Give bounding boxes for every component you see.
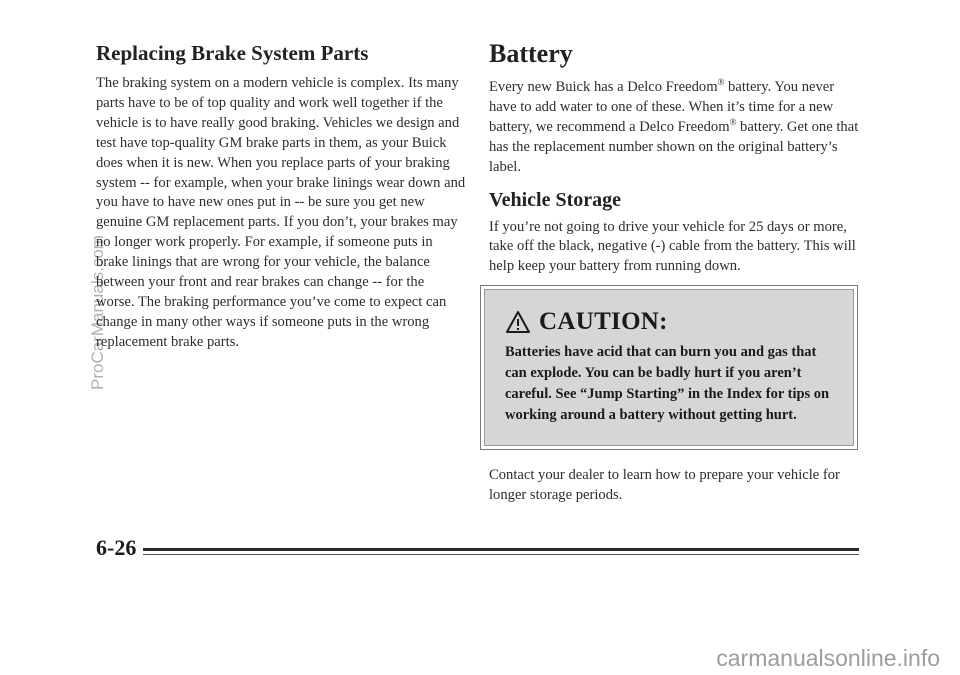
page-number: 6-26 xyxy=(96,535,137,560)
left-column xyxy=(96,40,466,353)
contact-dealer-block xyxy=(489,466,864,506)
bottom-watermark: carmanualsonline.info xyxy=(716,645,940,671)
brake-parts-paragraph: The braking system on a modern vehicle is complex. Its many parts have to be of top quality and work well together if the vehicle is to have really good braking. Vehicles we design and test have top-quality GM brake parts in them, as your Buick does when it is new. When you replace parts of your braking system -- for example, when your brake linings wear down and you have to have new ones put in -- be sure you get new genuine GM replacement parts. If you don’t, your brakes may no longer work properly. For example, if someone puts in brake linings that are wrong for your vehicle, the balance between your front and rear brakes can change -- for the worse. The braking performance you’ve come to expect can change in many other ways if someone puts in the wrong replacement brake parts. xyxy=(96,75,466,350)
brake-parts-heading: Replacing Brake System Parts xyxy=(96,41,369,65)
vehicle-storage-heading: Vehicle Storage xyxy=(489,188,622,211)
side-watermark-text: ProCarManuals.com xyxy=(88,235,107,390)
footer-rule-thin xyxy=(143,554,859,555)
right-column xyxy=(489,38,864,277)
battery-paragraph: Every new Buick has a Delco Freedom® battery. You never have to add water to one of these. When it’s time for a new battery, we recommend a Delco Freedom® battery. Get one that has the replacement number shown on the original battery’s label. xyxy=(489,77,859,175)
contact-dealer-paragraph: Contact your dealer to learn how to prepare your vehicle for longer storage periods. xyxy=(489,467,840,503)
caution-panel xyxy=(484,289,854,446)
battery-heading: Battery xyxy=(489,39,573,68)
caution-text: Batteries have acid that can burn you and gas that can explode. You can be badly hurt if you aren’t careful. See “Jump Starting” in the Index for tips on working around a battery without getting hurt. xyxy=(505,344,830,423)
caution-label: CAUTION: xyxy=(539,308,668,335)
caution-box xyxy=(480,285,858,450)
caution-header xyxy=(505,308,668,336)
footer-rule xyxy=(143,548,859,551)
registered-mark: ® xyxy=(717,77,725,87)
vehicle-storage-paragraph: If you’re not going to drive your vehicle for 25 days or more, take off the black, negative (-) cable from the battery. This will help keep your battery from running down. xyxy=(489,218,856,275)
registered-mark: ® xyxy=(729,116,737,127)
warning-triangle-icon xyxy=(505,310,531,334)
